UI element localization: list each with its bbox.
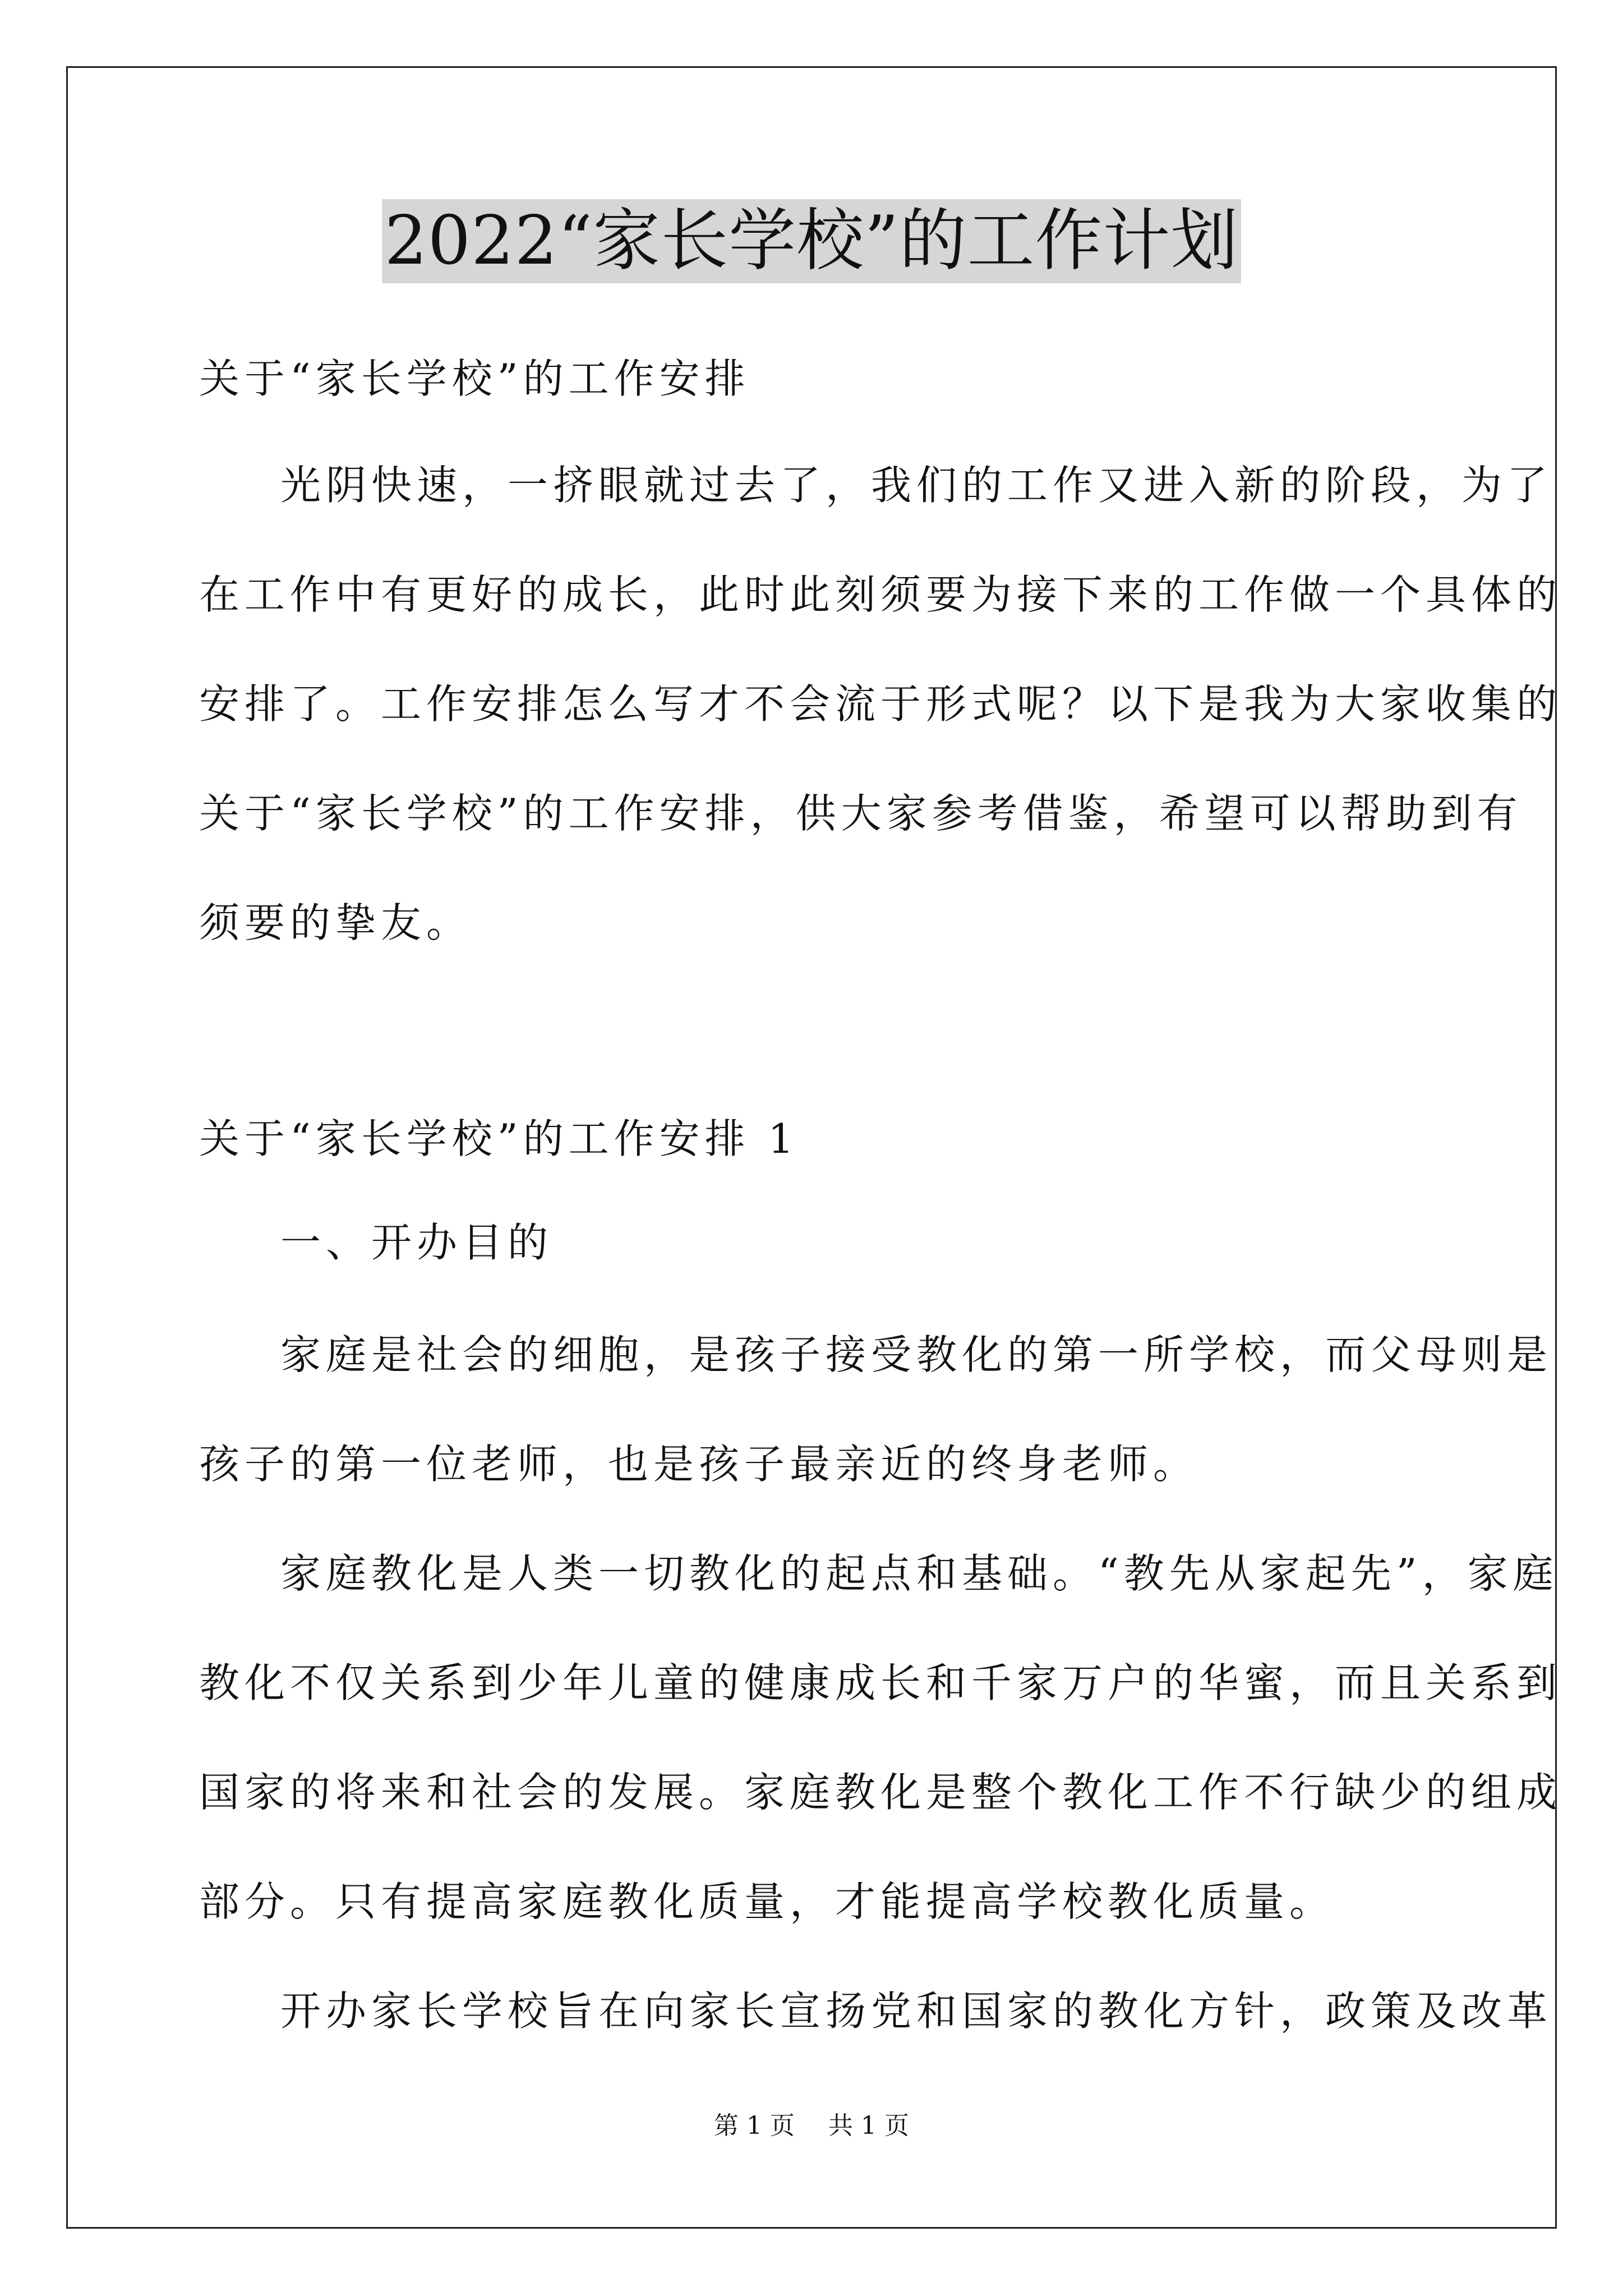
intro-line: 安排了。工作安排怎么写才不会流于形式呢？以下是我为大家收集的 xyxy=(199,680,1562,728)
page-number: 第 1 页 xyxy=(714,2111,795,2140)
page-total: 共 1 页 xyxy=(828,2111,909,2140)
paragraph-line: 家庭是社会的细胞，是孩子接受教化的第一所学校，而父母则是 xyxy=(280,1331,1553,1378)
page-footer xyxy=(0,2109,1623,2143)
intro-line: 光阴快速，一挤眼就过去了，我们的工作又进入新的阶段，为了 xyxy=(280,462,1553,509)
paragraph-line: 孩子的第一位老师，也是孩子最亲近的终身老师。 xyxy=(199,1441,1199,1488)
paragraph-line: 家庭教化是人类一切教化的起点和基础。“教先从家起先”，家庭 xyxy=(280,1550,1559,1597)
intro-line: 在工作中有更好的成长，此时此刻须要为接下来的工作做一个具体的 xyxy=(199,571,1562,618)
paragraph-line: 开办家长学校旨在向家长宣扬党和国家的教化方针，政策及改革 xyxy=(280,1987,1553,2035)
intro-line: 关于“家长学校”的工作安排，供大家参考借鉴，希望可以帮助到有 xyxy=(199,790,1523,837)
document-title: 2022“家长学校”的工作计划 xyxy=(382,199,1241,283)
section-heading: 关于“家长学校”的工作安排 1 xyxy=(199,1115,799,1162)
paragraph-line: 部分。只有提高家庭教化质量，才能提高学校教化质量。 xyxy=(199,1878,1335,1925)
paragraph-line: 教化不仅关系到少年儿童的健康成长和千家万户的华蜜，而且关系到 xyxy=(199,1659,1562,1706)
intro-line: 须要的挚友。 xyxy=(199,899,472,946)
title-container xyxy=(0,199,1623,283)
subsection-heading: 一、开办目的 xyxy=(280,1219,554,1266)
paragraph-line: 国家的将来和社会的发展。家庭教化是整个教化工作不行缺少的组成 xyxy=(199,1769,1562,1816)
subtitle: 关于“家长学校”的工作安排 xyxy=(199,355,750,402)
